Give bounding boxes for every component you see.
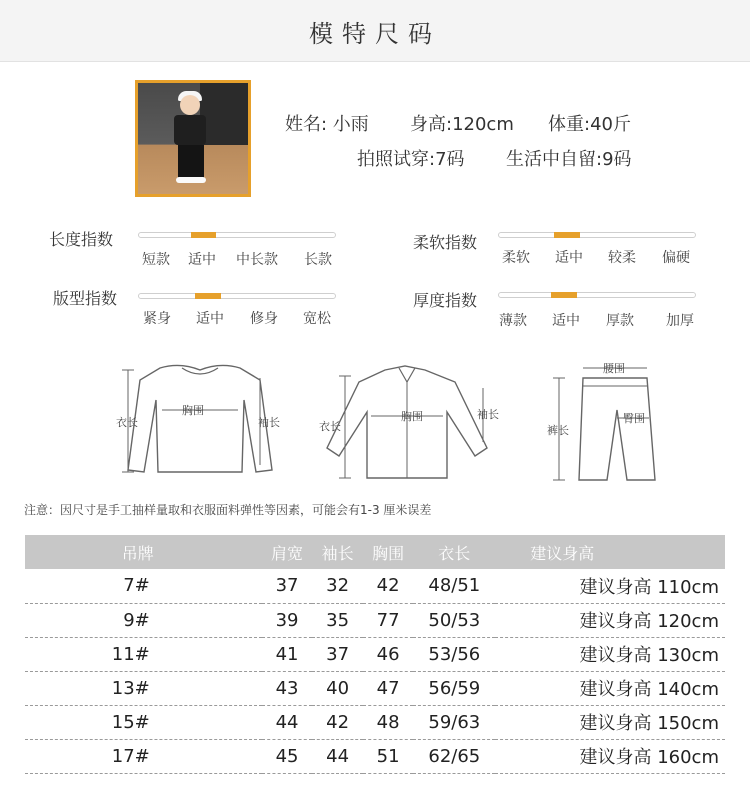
cell-height: 建议身高 160cm — [495, 739, 725, 773]
pants-waist-label: 腰围 — [603, 362, 625, 375]
table-row — [25, 569, 725, 603]
cell-shoulder: 44 — [262, 705, 313, 739]
softness-index-option: 较柔 — [608, 250, 636, 266]
model-photo — [138, 83, 248, 194]
length-index-option: 适中 — [188, 252, 216, 268]
cell-chest: 47 — [363, 671, 414, 705]
cell-length: 53/56 — [413, 637, 495, 671]
table-row — [25, 671, 725, 705]
model-weight: 体重:40斤 — [548, 114, 631, 135]
sweatshirt-icon — [110, 360, 290, 490]
fit-index-label: 版型指数 — [53, 289, 118, 308]
cell-shoulder: 45 — [262, 739, 313, 773]
cell-height: 建议身高 140cm — [495, 671, 725, 705]
cell-sleeve: 35 — [312, 603, 363, 637]
fit-index-option: 紧身 — [143, 311, 171, 327]
cell-length: 59/63 — [413, 705, 495, 739]
header-length: 衣长 — [413, 535, 495, 569]
softness-index-option: 柔软 — [502, 250, 530, 266]
cell-chest: 77 — [363, 603, 414, 637]
cell-tag: 9# — [25, 603, 262, 637]
cell-tag: 15# — [25, 705, 262, 739]
header-tag: 吊牌 — [25, 535, 262, 569]
thickness-index-label: 厚度指数 — [413, 291, 478, 310]
pants-hip-label: 臀围 — [623, 412, 645, 425]
sweatshirt-sleeve-label: 袖长 — [258, 416, 280, 429]
softness-index-option: 适中 — [555, 250, 583, 266]
fit-index-option: 适中 — [196, 311, 224, 327]
length-index-option: 短款 — [142, 252, 170, 268]
cell-chest: 42 — [363, 569, 414, 603]
thickness-index-marker — [551, 292, 577, 298]
header-shoulder: 肩宽 — [262, 535, 313, 569]
shirt-length-label: 衣长 — [319, 420, 341, 433]
pants-measure-diagram — [545, 360, 670, 490]
length-index-bar — [138, 232, 336, 238]
header-sleeve: 袖长 — [312, 535, 363, 569]
fit-index-option: 宽松 — [303, 311, 331, 327]
cell-length: 56/59 — [413, 671, 495, 705]
model-photo-frame — [135, 80, 251, 197]
cell-tag: 17# — [25, 739, 262, 773]
thickness-index-option: 适中 — [552, 313, 580, 329]
cell-tag: 7# — [25, 569, 262, 603]
table-row — [25, 739, 725, 773]
model-name: 姓名: 小雨 — [285, 114, 369, 135]
softness-index-option: 偏硬 — [662, 250, 690, 266]
cell-sleeve: 40 — [312, 671, 363, 705]
cell-shoulder: 39 — [262, 603, 313, 637]
model-daily-size: 生活中自留:9码 — [506, 149, 632, 170]
cell-chest: 48 — [363, 705, 414, 739]
measurement-note: 注意：因尺寸是手工抽样量取和衣服面料弹性等因素，可能会有1-3 厘米误差 — [24, 503, 432, 517]
title-bar — [0, 0, 750, 62]
cell-tag: 11# — [25, 637, 262, 671]
cell-sleeve: 44 — [312, 739, 363, 773]
cell-shoulder: 41 — [262, 637, 313, 671]
shirt-chest-label: 胸围 — [401, 410, 423, 423]
fit-index-bar — [138, 293, 336, 299]
sweatshirt-length-label: 衣长 — [116, 416, 138, 429]
fit-index-marker — [195, 293, 221, 299]
header-height: 建议身高 — [495, 535, 725, 569]
pants-icon — [545, 360, 670, 490]
thickness-index-option: 薄款 — [499, 313, 527, 329]
cell-length: 62/65 — [413, 739, 495, 773]
length-index-option: 长款 — [304, 252, 332, 268]
thickness-index-option: 厚款 — [606, 313, 634, 329]
cell-chest: 51 — [363, 739, 414, 773]
cell-length: 48/51 — [413, 569, 495, 603]
table-row — [25, 603, 725, 637]
sweatshirt-measure-diagram — [110, 360, 290, 490]
header-chest: 胸围 — [363, 535, 414, 569]
thickness-index-bar — [498, 292, 696, 298]
model-photo-size: 拍照试穿:7码 — [357, 149, 465, 170]
fit-index-option: 修身 — [250, 311, 278, 327]
cell-height: 建议身高 120cm — [495, 603, 725, 637]
length-index-marker — [191, 232, 216, 238]
cell-sleeve: 42 — [312, 705, 363, 739]
shirt-measure-diagram — [315, 360, 505, 490]
cell-sleeve: 32 — [312, 569, 363, 603]
cell-length: 50/53 — [413, 603, 495, 637]
thickness-index-option: 加厚 — [666, 313, 694, 329]
shirt-sleeve-label: 袖长 — [477, 408, 499, 421]
cell-height: 建议身高 150cm — [495, 705, 725, 739]
cell-height: 建议身高 110cm — [495, 569, 725, 603]
length-index-label: 长度指数 — [49, 230, 114, 249]
softness-index-label: 柔软指数 — [413, 233, 478, 252]
cell-chest: 46 — [363, 637, 414, 671]
cell-height: 建议身高 130cm — [495, 637, 725, 671]
softness-index-bar — [498, 232, 696, 238]
model-height: 身高:120cm — [410, 114, 514, 135]
page-title: 模特尺码 — [309, 20, 441, 48]
length-index-option: 中长款 — [236, 252, 278, 268]
table-header-row — [25, 535, 725, 569]
sweatshirt-chest-label: 胸围 — [182, 404, 204, 417]
softness-index-marker — [554, 232, 580, 238]
cell-sleeve: 37 — [312, 637, 363, 671]
cell-shoulder: 43 — [262, 671, 313, 705]
cell-shoulder: 37 — [262, 569, 313, 603]
cell-tag: 13# — [25, 671, 262, 705]
table-row — [25, 705, 725, 739]
shirt-icon — [315, 360, 505, 490]
table-row — [25, 637, 725, 671]
size-table — [25, 535, 725, 774]
pants-length-label: 裤长 — [547, 424, 569, 437]
